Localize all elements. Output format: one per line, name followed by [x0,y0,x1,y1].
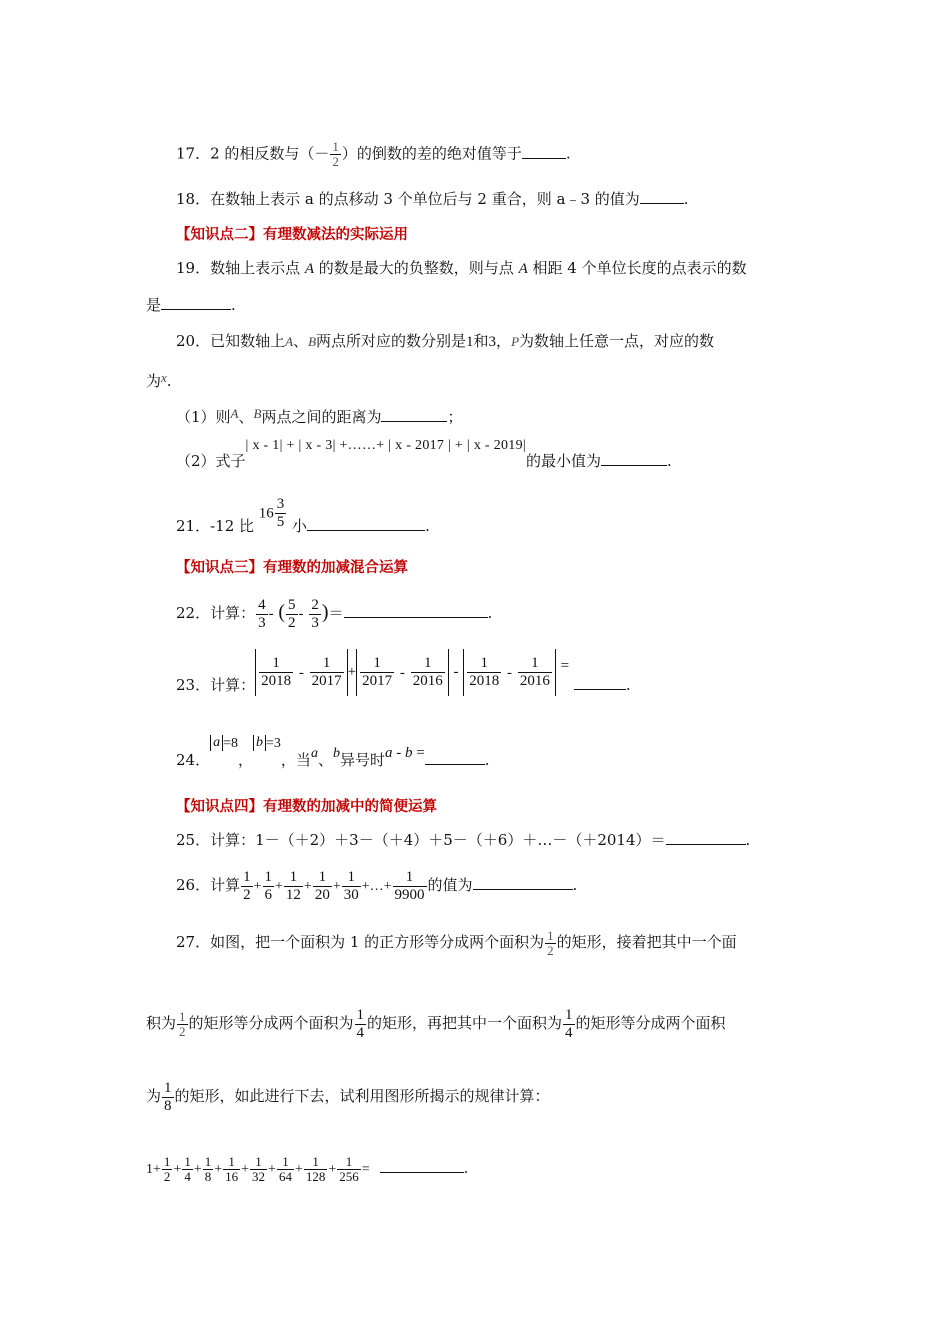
fraction: $\frac{1}{9900}$ [394,868,425,903]
section-heading-2: 【知识点二】有理数减法的实际运用 [176,227,408,243]
operator: +…+ [361,879,392,894]
q21-answer-blank[interactable] [307,516,425,531]
question-26: 26．计算 $\frac{1}{2}$ + $\frac{1}{6}$ + $\frac{1}{12}$ + $\frac{1}{20}$ + $\frac{1}{30}$ +…+ $\frac{1}{9900}$ 的值为 . [176,868,578,903]
q26-answer-blank[interactable] [473,875,573,890]
operator: + [294,1162,303,1177]
q27-answer-blank[interactable] [380,1158,464,1173]
operator: + [328,1162,337,1177]
section-heading-3: 【知识点三】有理数的加减混合运算 [176,560,408,576]
q17-fraction: $\frac{1}{2}$ [332,139,339,169]
question-17: 17．2 的相反数与（－ $\frac{1}{2}$ ）的倒数的差的绝对值等于 . [176,139,571,169]
question-19: 19．数轴上表示点 A 的数是最大的负整数，则与点 A 相距 4 个单位长度的点表示的数 [176,259,747,277]
operator: + [275,879,283,894]
operator: + [193,1162,202,1177]
question-27: 27．如图，把一个面积为 1 的正方形等分成两个面积为 $\frac{1}{2}$ 的矩形，接着把其中一个面 [176,927,737,958]
fraction: $\frac{1}{32}$ [252,1153,266,1184]
fraction: $\frac{1}{64}$ [278,1153,292,1184]
section-heading-4: 【知识点四】有理数的加减中的简便运算 [176,799,437,815]
q18-text: 18．在数轴上表示 a 的点移动 3 个单位后与 2 重合，则 a﹣3 的值为 [176,190,640,208]
q23-answer-blank[interactable] [574,675,626,690]
question-21: 21．-12 比 16 $\frac{3}{5}$ 小 . [176,496,430,535]
question-20-line2: 为x. [146,370,172,390]
operator: + [268,1162,276,1177]
question-18: 18．在数轴上表示 a 的点移动 3 个单位后与 2 重合，则 a﹣3 的值为 . [176,190,689,208]
operator: + [153,1162,161,1177]
q17-text: 17．2 的相反数与（－ [176,144,330,163]
operator: + [332,879,341,894]
question-19-line2: 是 . [146,296,236,314]
q22-answer-blank[interactable] [344,603,488,618]
fraction: $\frac{1}{2}$ [243,868,251,903]
operator: + [303,879,312,894]
fraction: $\frac{1}{8}$ [204,1153,212,1184]
q20-part2-answer-blank[interactable] [601,451,667,466]
q17-answer-blank[interactable] [522,144,566,159]
q25-answer-blank[interactable] [666,830,746,845]
q21-fraction: $\frac{3}{5}$ [276,496,285,530]
question-22: 22．计算： $\frac{4}{3}$ - ( $\frac{5}{2}$ - $\frac{2}{3}$ )＝ . [176,596,493,631]
operator: + [253,879,262,894]
question-27-sum: 1+ $\frac{1}{2}$ + $\frac{1}{4}$ + $\frac{1}{8}$ + $\frac{1}{16}$ + $\frac{1}{32}$ + $\frac{1}{64}$ + $\frac{1}{128}$ + $\frac{1}{256}$ = . [146,1153,469,1184]
operator: + [173,1162,182,1177]
operator: + [214,1162,223,1177]
fraction: $\frac{1}{4}$ [184,1153,191,1184]
question-27-line2: 积为 $\frac{1}{2}$ 的矩形等分成两个面积为 $\frac{1}{4}$ 的矩形，再把其中一个面积为 $\frac{1}{4}$ 的矩形等分成两个面积 [146,1006,726,1041]
fraction: $\frac{1}{16}$ [225,1153,239,1184]
q19-answer-blank[interactable] [161,295,231,310]
q20-part1-answer-blank[interactable] [381,407,447,422]
q20-expression: | x - 1| + | x - 3| +……+ | x - 2017 | + | x - 2019| [245,438,526,453]
fraction: $\frac{1}{12}$ [285,868,301,903]
question-23: 23．计算： $\frac{1}{2018}$ - $\frac{1}{2017}$ + $\frac{1}{2017}$ - $\frac{1}{2016}$ - $\frac{1}{2018}$ - $\frac{1}{2016}$ = . [176,648,631,694]
question-20-part2: （2）式子| x - 1| + | x - 3| +……+ | x - 2017 | + | x - 2019|的最小值为 . [176,438,672,470]
question-25: 25．计算：1－（＋2）＋3－（＋4）＋5－（＋6）＋…－（＋2014）＝ . [176,831,751,849]
fraction: $\frac{1}{20}$ [314,868,330,903]
fraction: $\frac{1}{256}$ [339,1153,359,1184]
question-24: 24．a =8，b =3，当a、b异号时a - b = . [176,735,490,769]
q26-series [240,868,427,903]
q24-answer-blank[interactable] [425,750,485,765]
question-20-part1: （1）则A、B两点之间的距离为 ； [176,406,463,426]
operator: + [241,1162,250,1177]
question-27-line3: 为 $\frac{1}{8}$ 的矩形，如此进行下去，试利用图形所揭示的规律计算： [146,1079,550,1114]
fraction: $\frac{1}{2}$ [163,1153,171,1184]
fraction: $\frac{1}{128}$ [305,1153,326,1184]
q18-answer-blank[interactable] [640,189,684,204]
fraction: $\frac{1}{6}$ [264,868,272,903]
question-20: 20．已知数轴上A、B两点所对应的数分别是1和3，P为数轴上任意一点，对应的数 [176,332,715,350]
fraction: $\frac{1}{30}$ [343,868,359,903]
q17-tail: ）的倒数的差的绝对值等于 [341,144,522,163]
